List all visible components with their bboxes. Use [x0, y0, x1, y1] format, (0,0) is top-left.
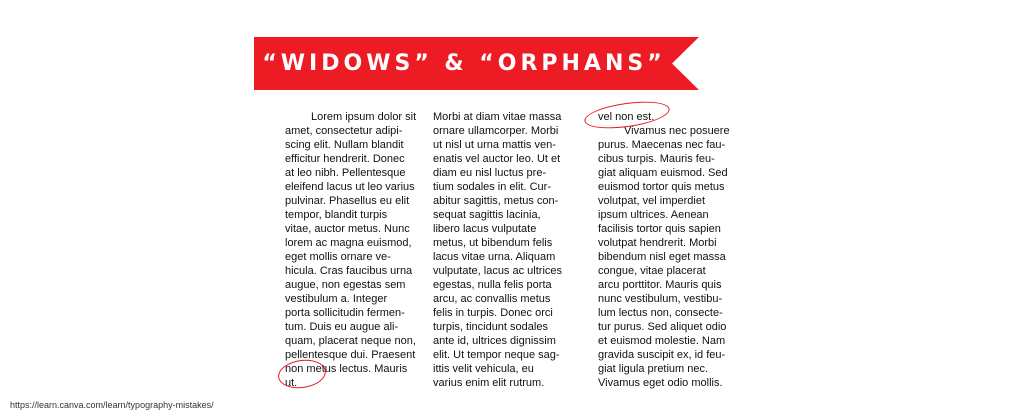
text-line: porta sollicitudin fermen- [285, 307, 405, 319]
text-line: at leo nibh. Pellentesque [285, 167, 406, 179]
text-line: pellentesque dui. Praesent [285, 349, 416, 361]
text-line: lum lectus non, consecte- [598, 307, 723, 319]
text-line: volutpat, vel imperdiet [598, 195, 705, 207]
text-column-1 [285, 110, 430, 390]
text-line: vitae, auctor metus. Nunc [285, 223, 410, 235]
text-line: ut nisl ut urna mattis ven- [433, 139, 556, 151]
text-line: diam eu nisl luctus pre- [433, 167, 547, 179]
text-line: tum. Duis eu augue ali- [285, 321, 399, 333]
text-line: euismod tortor quis metus [598, 181, 725, 193]
text-column-3 [598, 110, 743, 390]
text-line: ut. [285, 377, 298, 389]
text-line: elit. Ut tempor neque sag- [433, 349, 560, 361]
text-line: sequat sagittis lacinia, [433, 209, 541, 221]
text-line: giat ligula pretium nec. [598, 363, 709, 375]
text-line: augue, non egestas sem [285, 279, 406, 291]
text-line: ipsum ultrices. Aenean [598, 209, 709, 221]
text-line: eleifend lacus ut leo varius [285, 181, 415, 193]
text-line: quam, placerat neque non, [285, 335, 416, 347]
text-line: enatis vel auctor leo. Ut et [433, 153, 561, 165]
text-line: cibus turpis. Mauris feu- [598, 153, 715, 165]
text-line: gravida suscipit ex, id feu- [598, 349, 726, 361]
source-url: https://learn.canva.com/learn/typography-mistakes/ [10, 400, 214, 410]
text-line: vel non est. [598, 111, 655, 123]
text-line: ornare ullamcorper. Morbi [433, 125, 559, 137]
text-line: Lorem ipsum dolor sit [311, 111, 417, 123]
text-line: congue, vitae placerat [598, 265, 706, 277]
text-line: lacus vitae urna. Aliquam [433, 251, 556, 263]
text-line: tium sodales in elit. Cur- [433, 181, 551, 193]
text-line: purus. Maecenas nec fau- [598, 139, 726, 151]
text-line: varius enim elit rutrum. [433, 377, 545, 389]
text-line: et euismod molestie. Nam [598, 335, 726, 347]
text-line: Morbi at diam vitae massa [433, 111, 562, 123]
text-line: giat aliquam euismod. Sed [598, 167, 728, 179]
text-line: efficitur hendrerit. Donec [285, 153, 405, 165]
text-line: metus, ut bibendum felis [433, 237, 553, 249]
text-line: abitur sagittis, metus con- [433, 195, 559, 207]
text-line: arcu porttitor. Mauris quis [598, 279, 722, 291]
text-line: amet, consectetur adipi- [285, 125, 403, 137]
text-line: Vivamus eget odio mollis. [598, 377, 723, 389]
text-line: arcu, ac convallis metus [433, 293, 551, 305]
text-line: lorem ac magna euismod, [285, 237, 412, 249]
text-column-2 [433, 110, 578, 390]
text-line: vestibulum a. Integer [285, 293, 388, 305]
text-line: ittis velit vehicula, eu [433, 363, 534, 375]
text-line: Vivamus nec posuere [624, 125, 730, 137]
text-line: tur purus. Sed aliquet odio [598, 321, 727, 333]
text-line: volutpat hendrerit. Morbi [598, 237, 717, 249]
text-line: turpis, tincidunt sodales [433, 321, 548, 333]
text-line: ante id, ultrices dignissim [433, 335, 556, 347]
text-line: facilisis tortor quis sapien [598, 223, 721, 235]
text-line: bibendum nisl eget massa [598, 251, 726, 263]
text-line: pulvinar. Phasellus eu elit [285, 195, 410, 207]
text-line: tempor, blandit turpis [285, 209, 388, 221]
title-banner [254, 37, 699, 90]
banner-title: “WIDOWS” & “ORPHANS” [262, 51, 666, 76]
text-line: felis in turpis. Donec orci [433, 307, 553, 319]
text-line: libero lacus vulputate [433, 223, 537, 235]
text-line: hicula. Cras faucibus urna [285, 265, 413, 277]
text-line: nunc vestibulum, vestibu- [598, 293, 723, 305]
text-line: non metus lectus. Mauris [285, 363, 408, 375]
text-line: eget mollis ornare ve- [285, 251, 391, 263]
text-line: vulputate, lacus ac ultrices [433, 265, 563, 277]
text-line: scing elit. Nullam blandit [285, 139, 404, 151]
text-line: egestas, nulla felis porta [433, 279, 552, 291]
